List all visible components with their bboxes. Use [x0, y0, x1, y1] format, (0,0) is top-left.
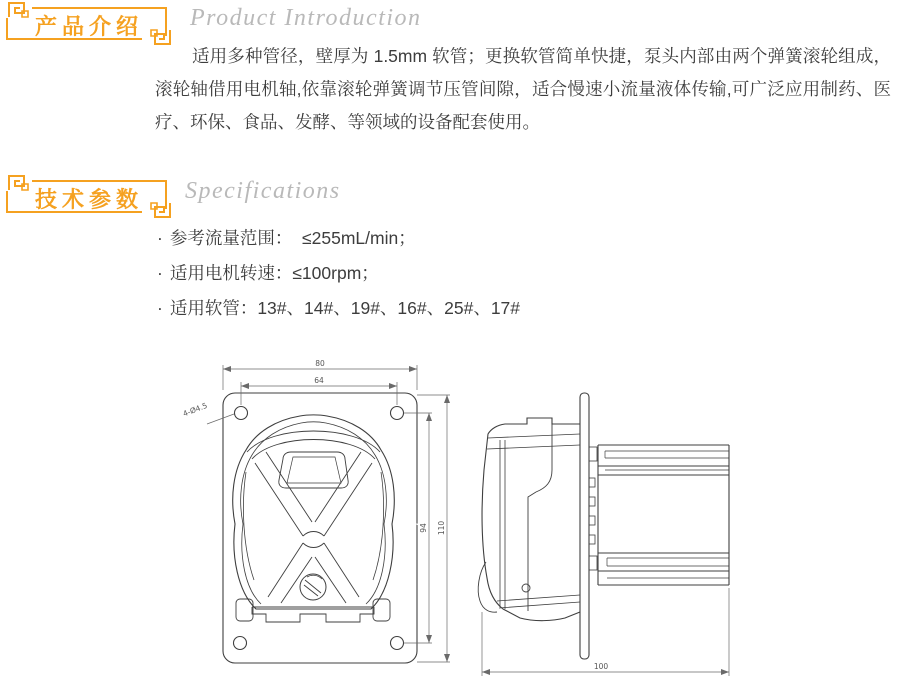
right-foot [373, 599, 390, 621]
dim-label-hole-callout: 4-Ø4.5 [181, 400, 209, 419]
spec-item-motor-speed [157, 256, 520, 291]
cover-seam-2 [487, 445, 580, 449]
spec-item-tubing [157, 291, 520, 326]
mounting-hole [234, 637, 247, 650]
section-title-en: Specifications [185, 178, 341, 204]
side-view-drawing [478, 393, 729, 676]
bullet-marker: · [157, 298, 163, 318]
foot-blob [478, 562, 497, 612]
spec-item-flow-range [157, 221, 520, 256]
label-window-inner [287, 457, 341, 483]
right-pocket [373, 472, 384, 580]
section-header-specifications [5, 176, 168, 216]
section-title-en: Product Introduction [190, 5, 422, 31]
dim-label-width: 80 [315, 359, 325, 368]
knob-slot [304, 580, 321, 596]
section-header-product-intro [5, 3, 168, 43]
mounting-plate [223, 393, 417, 663]
spec-list [157, 221, 520, 326]
dim-label-hole-spacing-v: 94 [419, 523, 428, 533]
front-view-drawing [182, 359, 450, 663]
mounting-hole [235, 407, 248, 420]
section-title-zh: 产品介绍 [34, 14, 143, 39]
x-ribs [255, 452, 372, 603]
technical-drawings [170, 350, 900, 684]
left-pocket [243, 472, 254, 580]
top-arc-inner [252, 440, 375, 460]
product-intro-paragraph: 适用多种管径，壁厚为 1.5mm 软管；更换软管简单快捷，泵头内部由两个弹簧滚轮组成，滚轮轴借用电机轴,依靠滚轮弹簧调节压管间隙，适合慢速小流量液体传输,可广泛应用制药、医疗、环保、食品、发酵、等领域的设备配套使用。 [155, 46, 891, 132]
plate-bosses [589, 447, 597, 570]
spec-text: 参考流量范围： ≤255mL/min； [169, 228, 416, 248]
dim-label-hole-spacing-h: 64 [314, 376, 324, 385]
motor-body [598, 445, 729, 585]
mounting-hole [391, 407, 404, 420]
section-title-zh: 技术参数 [34, 187, 143, 212]
bullet-marker: · [157, 228, 163, 248]
spec-text: 适用电机转速：≤100rpm； [169, 263, 379, 283]
dim-label-height: 110 [437, 520, 446, 536]
mounting-hole [391, 637, 404, 650]
side-screw [522, 584, 530, 592]
cover-edge [500, 440, 505, 609]
inner-cover-curve [528, 424, 552, 611]
bullet-marker: · [157, 263, 163, 283]
cover-seam-1 [488, 434, 580, 438]
pump-head-inner-outline [241, 422, 387, 604]
base-seams [497, 595, 580, 608]
spec-text: 适用软管：13#、14#、19#、16#、25#、17# [169, 298, 521, 318]
dim-label-depth: 100 [593, 662, 609, 671]
mounting-plate-edge [580, 393, 589, 659]
